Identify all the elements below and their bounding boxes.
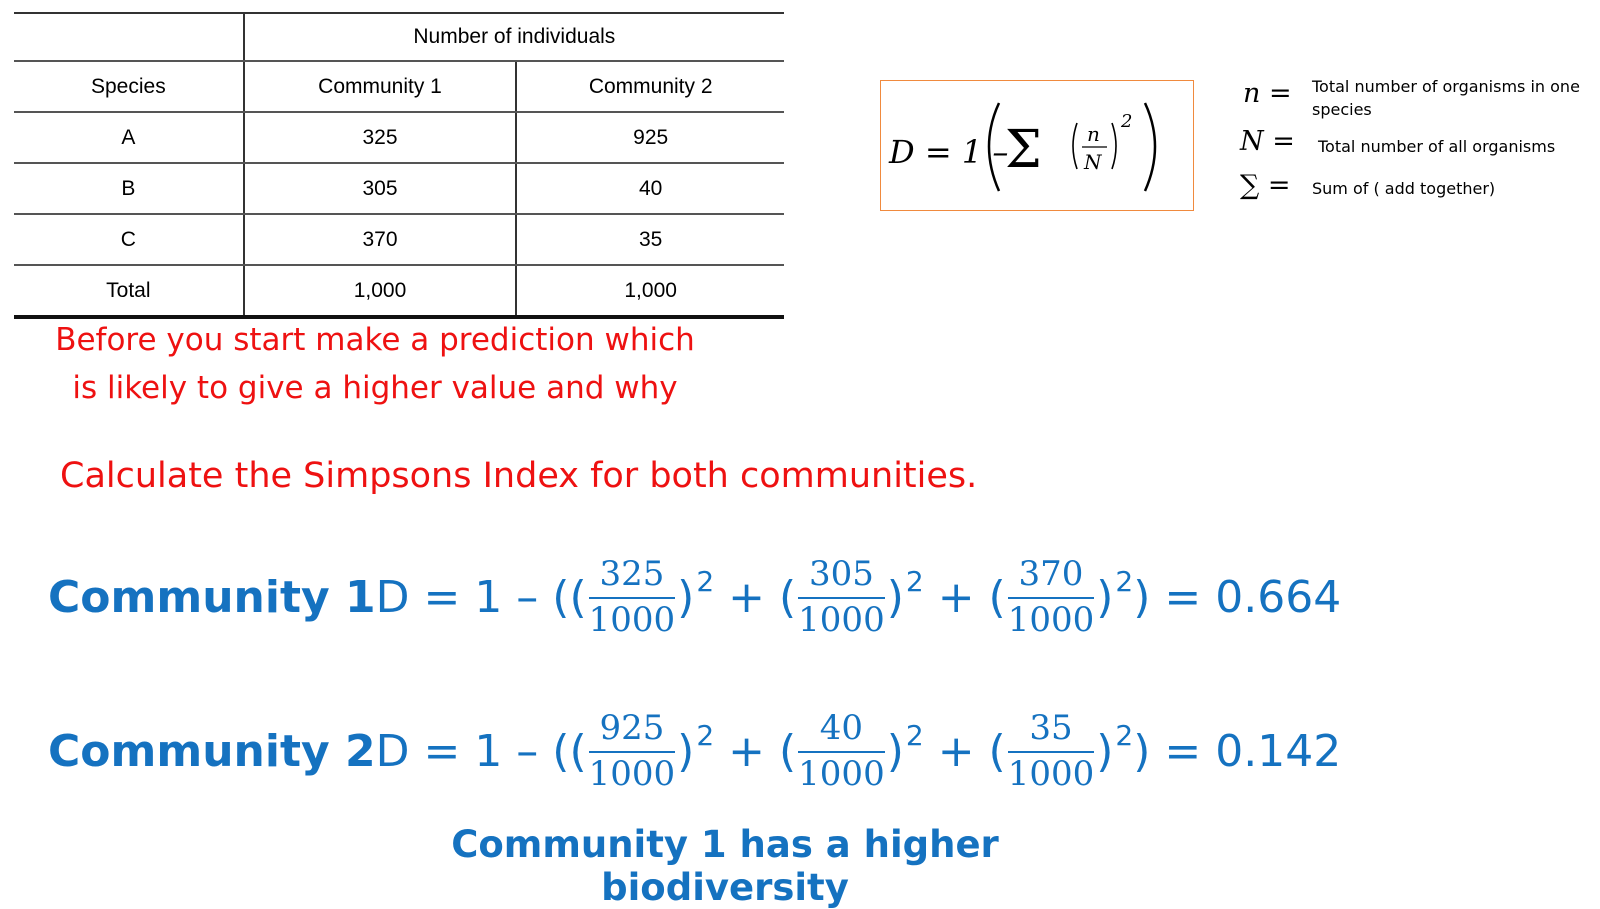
table-cell: A: [14, 112, 244, 163]
fraction-denominator: 1000: [798, 600, 885, 640]
legend-symbol: ∑ =: [1240, 170, 1291, 201]
exponent: 2: [1115, 718, 1134, 752]
table-cell: 305: [244, 163, 517, 214]
formula-denominator: N: [1084, 150, 1102, 174]
calculation-prefix: D = 1 – ((: [375, 571, 587, 623]
fraction-bar: [589, 597, 676, 599]
group-header: Number of individuals: [244, 13, 784, 61]
table-cell: 325: [244, 112, 517, 163]
exponent: 2: [696, 718, 715, 752]
fraction-numerator: 35: [1029, 708, 1073, 748]
fraction-denominator: 1000: [588, 754, 676, 794]
table-row: [14, 163, 784, 214]
column-header: Community 2: [516, 61, 784, 112]
table-cell: 1,000: [244, 265, 517, 317]
formula-lhs: D = 1 –: [889, 133, 1009, 171]
legend-description: Sum of ( add together): [1312, 179, 1496, 198]
simpson-formula: [881, 81, 1195, 212]
prediction-prompt: [30, 316, 720, 412]
fraction-bar: [589, 751, 676, 753]
community-2-calculation: Community 2 D = 1 – (( $\frac{925}{1000}$ ) 2 + ( $\frac{40}{1000}$ ) 2 + ( $\frac{35}{1000}$ ) 2 ) = 0.142: [48, 708, 1342, 794]
fraction: [1007, 708, 1095, 794]
table-cell: 40: [516, 163, 784, 214]
species-table: [14, 12, 784, 319]
exponent: 2: [1115, 564, 1134, 598]
exponent: 2: [905, 564, 924, 598]
fraction-denominator: 1000: [1007, 600, 1095, 640]
legend-symbol: n =: [1243, 78, 1292, 109]
calculation-prefix: D = 1 – ((: [375, 725, 587, 777]
table-cell: 35: [516, 214, 784, 265]
exponent: 2: [696, 564, 715, 598]
fraction: [1007, 554, 1095, 640]
legend-description: Total number of all organisms: [1318, 137, 1556, 156]
right-paren-icon: [1145, 103, 1155, 191]
legend-description: [1312, 75, 1580, 121]
fraction: [588, 554, 676, 640]
table-cell: 370: [244, 214, 517, 265]
legend-description-line: Total number of organisms in one: [1312, 77, 1580, 96]
formula-exponent: 2: [1121, 111, 1133, 132]
fraction-numerator: 40: [819, 708, 864, 748]
fraction-bar: [798, 597, 885, 599]
sigma-symbol: Σ: [1005, 120, 1042, 180]
table-cell: Total: [14, 265, 244, 317]
calculation-label: Community 2: [48, 725, 376, 777]
community-1-calculation: Community 1 D = 1 – (( $\frac{325}{1000}$ ) 2 + ( $\frac{305}{1000}$ ) 2 + ( $\frac{370}{1000}$ ) 2 ) = 0.664: [48, 554, 1342, 640]
column-header: Species: [14, 61, 244, 112]
calculation-label: Community 1: [48, 571, 376, 623]
fraction-bar: [798, 751, 885, 753]
calculation-result: ) = 0.142: [1133, 725, 1342, 777]
table-cell: 1,000: [516, 265, 784, 317]
fraction-numerator: 305: [808, 554, 874, 594]
table-total-row: [14, 265, 784, 317]
formula-numerator: n: [1087, 122, 1100, 146]
conclusion: Community 1 has a higher biodiversity: [451, 823, 999, 909]
formula-box: [880, 80, 1194, 211]
fraction: [798, 708, 885, 794]
table-corner-cell: [14, 13, 244, 61]
small-left-paren-icon: [1073, 123, 1077, 169]
legend-symbol: N =: [1240, 126, 1295, 157]
fraction-numerator: 325: [599, 554, 665, 594]
prediction-line: Before you start make a prediction which: [55, 322, 695, 358]
fraction-denominator: 1000: [588, 600, 676, 640]
fraction-bar: [1008, 597, 1095, 599]
fraction: [798, 554, 885, 640]
fraction-bar: [1008, 751, 1095, 753]
fraction-denominator: 1000: [798, 754, 885, 794]
table-cell: C: [14, 214, 244, 265]
fraction: [588, 708, 676, 794]
prediction-line: is likely to give a higher value and why: [72, 370, 678, 406]
calculation-instruction: Calculate the Simpsons Index for both communities.: [60, 456, 978, 496]
small-right-paren-icon: [1112, 123, 1116, 169]
exponent: 2: [905, 718, 924, 752]
table-row: [14, 214, 784, 265]
table-group-header-row: [14, 13, 784, 61]
fraction-numerator: 925: [599, 708, 665, 748]
table-header-row: [14, 61, 784, 112]
table-cell: B: [14, 163, 244, 214]
table-row: [14, 112, 784, 163]
table-cell: 925: [516, 112, 784, 163]
calculation-result: ) = 0.664: [1133, 571, 1342, 623]
fraction-denominator: 1000: [1007, 754, 1095, 794]
fraction-numerator: 370: [1018, 554, 1084, 594]
legend-description-line: species: [1312, 100, 1372, 119]
column-header: Community 1: [244, 61, 517, 112]
